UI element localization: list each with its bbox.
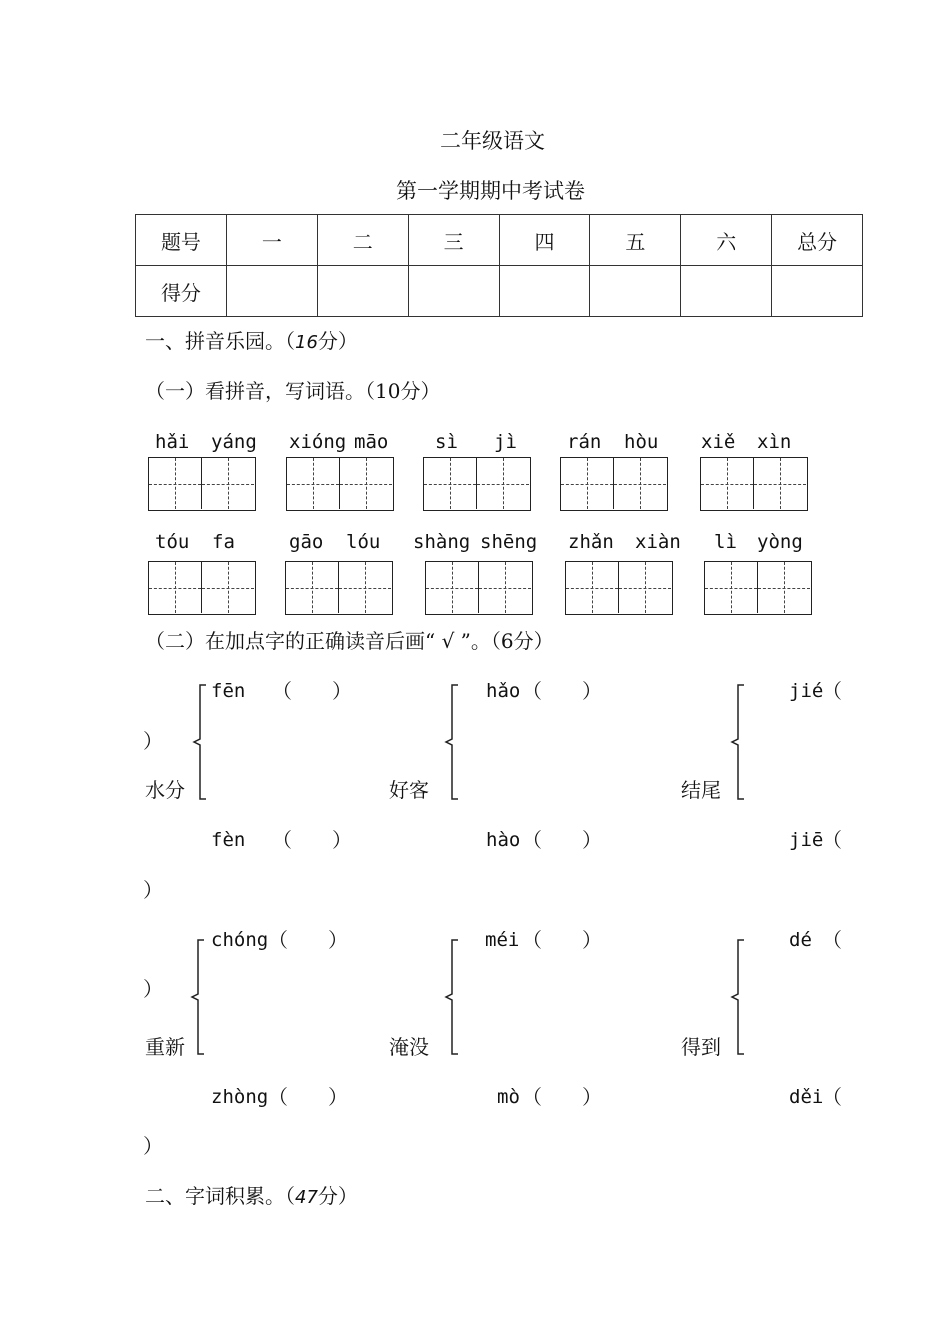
table-cell: 题号 [136,215,227,266]
target-word: 得到 [681,1035,721,1059]
brace-icon [442,683,462,801]
brace-icon [728,938,748,1056]
pinyin-label: xìn [757,431,792,453]
section2-heading-end: 分） [317,1184,358,1208]
answer-paren-open[interactable]: （ [822,679,842,703]
pinyin-label: māo [354,431,389,453]
answer-parens[interactable]: （ ） [272,828,352,852]
answer-paren-close: ） [143,729,163,753]
answer-parens[interactable]: （ ） [522,679,602,703]
answer-parens[interactable]: （ ） [268,1085,348,1109]
pinyin-label: sì [435,431,458,453]
score-entry-cell[interactable] [499,266,590,317]
pinyin-label: xiàn [635,531,681,553]
exam-subtitle: 第一学期期中考试卷 [396,179,585,203]
table-cell: 六 [681,215,772,266]
pinyin-option: jiē [789,829,824,851]
pinyin-label: yáng [211,431,257,453]
writing-grid[interactable] [286,457,394,511]
pinyin-label: xiě [701,431,736,453]
section2-score: 47 [295,1187,318,1208]
section1-heading-text: 一、拼音乐园。（ [145,329,295,353]
target-word: 水分 [145,778,185,802]
section1-score: 16 [295,332,318,353]
pinyin-label: fa [212,531,235,553]
score-entry-cell[interactable] [590,266,681,317]
pinyin-option: méi [485,929,520,951]
target-word: 重新 [145,1035,185,1059]
pinyin-option: děi [789,1086,824,1108]
pinyin-option: fēn [211,680,246,702]
answer-paren-open[interactable]: （ [822,828,842,852]
score-entry-cell[interactable] [226,266,317,317]
answer-parens[interactable]: （ ） [522,828,602,852]
exam-title: 二年级语文 [440,129,545,153]
score-table-score-row [136,266,863,317]
pinyin-label: shēng [480,531,538,553]
answer-parens[interactable]: （ ） [522,1085,602,1109]
table-cell: 四 [499,215,590,266]
pinyin-option: dé [789,929,812,951]
table-cell: 得分 [136,266,227,317]
answer-paren-open[interactable]: （ [822,928,842,952]
pinyin-label: lì [714,531,737,553]
pinyin-label: tóu [155,531,190,553]
score-entry-cell[interactable] [772,266,863,317]
pinyin-label: yòng [757,531,803,553]
pinyin-option: mò [497,1086,520,1108]
pinyin-label: rán [567,431,602,453]
table-cell: 一 [226,215,317,266]
writing-grid[interactable] [423,457,531,511]
target-word: 好客 [389,778,429,802]
target-word: 淹没 [389,1035,429,1059]
score-table-header-row [136,215,863,266]
pinyin-label: hǎi [155,431,190,453]
table-cell: 总分 [772,215,863,266]
target-word: 结尾 [681,778,721,802]
writing-grid[interactable] [148,561,256,615]
brace-icon [442,938,462,1056]
table-cell: 三 [408,215,499,266]
pinyin-label: hòu [624,431,659,453]
pinyin-label: zhǎn [568,531,614,553]
brace-icon [190,683,210,801]
table-cell: 二 [317,215,408,266]
section2-heading-text: 二、字词积累。（ [145,1184,295,1208]
pinyin-label: gāo [289,531,324,553]
writing-grid[interactable] [285,561,393,615]
writing-grid[interactable] [425,561,533,615]
part1-heading: （一）看拼音，写词语。（10分） [145,379,441,403]
pinyin-option: hǎo [486,680,521,702]
pinyin-option: hào [486,829,521,851]
answer-parens[interactable]: （ ） [522,928,602,952]
answer-parens[interactable]: （ ） [272,679,352,703]
brace-icon [728,683,748,801]
answer-parens[interactable]: （ ） [268,928,348,952]
pinyin-label: xióng [289,431,347,453]
pinyin-option: chóng [211,929,269,951]
writing-grid[interactable] [148,457,256,511]
score-entry-cell[interactable] [408,266,499,317]
pinyin-option: jié [789,680,824,702]
table-cell: 五 [590,215,681,266]
writing-grid[interactable] [565,561,673,615]
answer-paren-close: ） [143,878,163,902]
section2-heading [145,1186,358,1207]
writing-grid[interactable] [700,457,808,511]
section1-heading [145,331,358,352]
answer-paren-close: ） [143,1134,163,1158]
part2-heading: （二）在加点字的正确读音后画“ √ ”。（6分） [145,629,554,653]
answer-paren-open[interactable]: （ [822,1085,842,1109]
score-entry-cell[interactable] [681,266,772,317]
score-entry-cell[interactable] [317,266,408,317]
section1-heading-end: 分） [317,329,358,353]
pinyin-label: jì [494,431,517,453]
score-table [135,214,863,317]
pinyin-option: fèn [211,829,246,851]
pinyin-label: shàng [413,531,471,553]
writing-grid[interactable] [704,561,812,615]
brace-icon [188,938,208,1056]
writing-grid[interactable] [560,457,668,511]
answer-paren-close: ） [143,977,163,1001]
pinyin-label: lóu [346,531,381,553]
pinyin-option: zhòng [211,1086,269,1108]
